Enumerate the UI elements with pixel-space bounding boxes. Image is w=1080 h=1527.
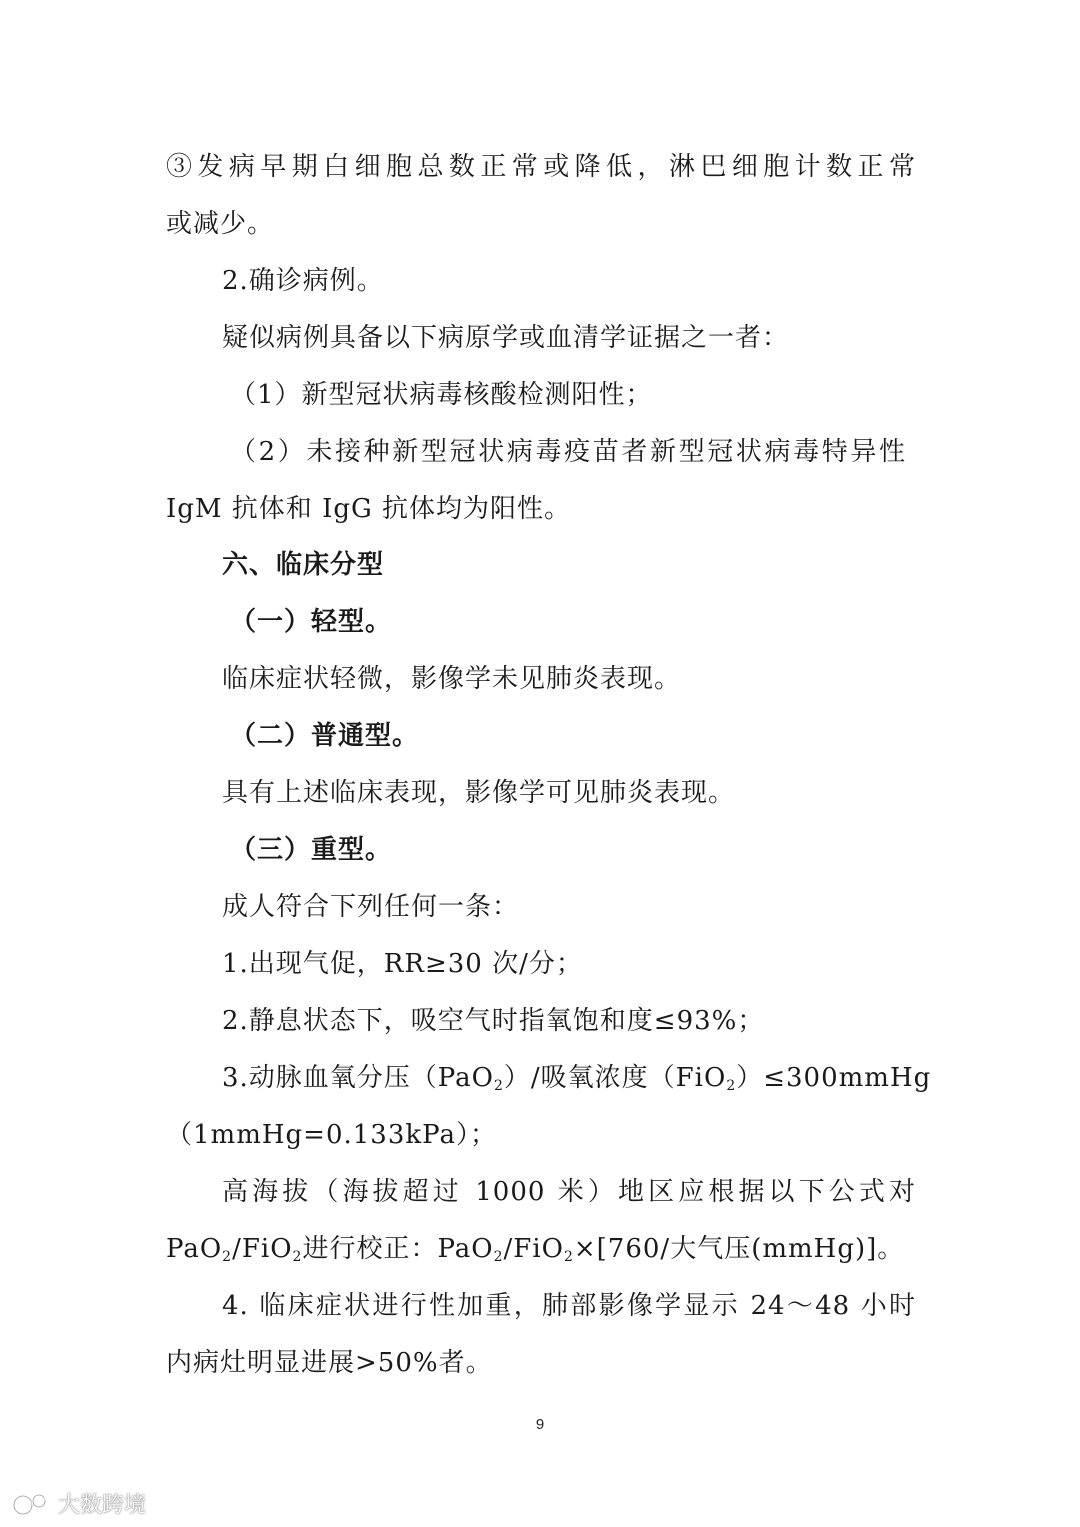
text-segment: /FiO <box>232 1234 293 1264</box>
subscript: 2 <box>726 1078 737 1094</box>
subscript: 2 <box>493 1249 504 1265</box>
paragraph-line: 临床症状轻微，影像学未见肺炎表现。 <box>222 664 682 694</box>
paragraph-line: 或减少。 <box>166 209 275 239</box>
watermark-text: 大数跨境 <box>58 1493 147 1518</box>
paragraph-line: 成人符合下列任何一条： <box>222 892 520 922</box>
paragraph-line: 具有上述临床表现，影像学可见肺炎表现。 <box>222 778 736 808</box>
paragraph-line: 内病灶明显进展>50%者。 <box>166 1348 493 1378</box>
paragraph-line: 高海拔（海拔超过 1000 米）地区应根据以下公式对 <box>222 1177 916 1207</box>
criteria-item: 1.出现气促，RR≥30 次/分； <box>222 949 583 979</box>
logo-icon <box>12 1491 52 1517</box>
list-item: （1）新型冠状病毒核酸检测阳性； <box>230 380 653 410</box>
subscript: 2 <box>292 1249 303 1265</box>
criteria-item: 2.静息状态下，吸空气时指氧饱和度≤93%； <box>222 1006 765 1036</box>
list-item: （2）未接种新型冠状病毒疫苗者新型冠状病毒特异性 <box>230 437 906 467</box>
paragraph-line: 疑似病例具备以下病原学或血清学证据之一者： <box>222 323 790 353</box>
subsection-heading: （三）重型。 <box>230 835 393 865</box>
subscript: 2 <box>493 1078 504 1094</box>
criteria-item <box>222 1062 932 1094</box>
section-heading: 2.确诊病例。 <box>222 266 384 296</box>
criteria-item: 4. 临床症状进行性加重，肺部影像学显示 24～48 小时 <box>222 1291 916 1321</box>
text-segment: 进行校正：PaO <box>302 1234 494 1264</box>
page-number: 9 <box>535 1416 545 1433</box>
text-segment: /FiO <box>503 1234 564 1264</box>
subscript: 2 <box>222 1249 233 1265</box>
text-segment: ×[760/大气压(mmHg)]。 <box>573 1234 905 1264</box>
paragraph-line: ③发病早期白细胞总数正常或降低，淋巴细胞计数正常 <box>166 152 916 182</box>
watermark <box>12 1488 146 1519</box>
text-segment: ）/吸氧浓度（FiO <box>503 1063 727 1093</box>
text-segment: 3.动脉血氧分压（PaO <box>222 1063 494 1093</box>
paragraph-line: （1mmHg=0.133kPa）； <box>166 1120 497 1150</box>
text-segment: PaO <box>166 1234 223 1264</box>
subsection-heading: （一）轻型。 <box>230 607 393 637</box>
paragraph-line: IgM 抗体和 IgG 抗体均为阳性。 <box>166 494 572 524</box>
subscript: 2 <box>563 1249 574 1265</box>
chapter-heading: 六、临床分型 <box>222 550 385 580</box>
subsection-heading: （二）普通型。 <box>230 721 420 751</box>
text-segment: ）≤300mmHg <box>736 1063 932 1093</box>
formula-line <box>166 1233 904 1265</box>
